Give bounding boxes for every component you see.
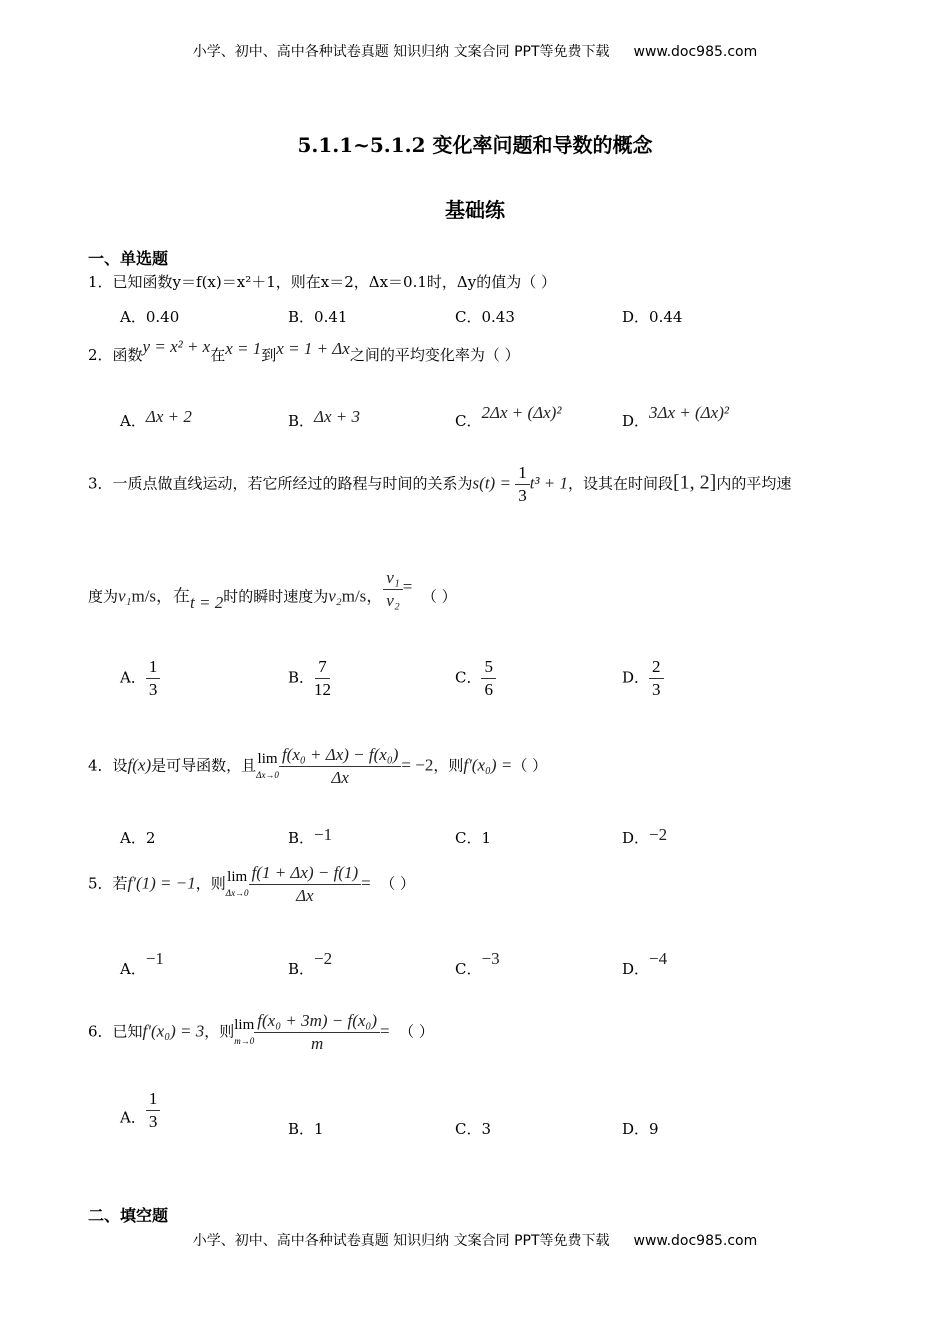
header-url[interactable]: www.doc985.com <box>633 44 758 60</box>
math-expr: f′(1) = −1 <box>127 873 196 893</box>
option-label: D． <box>622 960 650 978</box>
stem-text: 到 <box>261 346 277 364</box>
fraction <box>383 567 402 612</box>
limit <box>234 1017 254 1049</box>
option-b[interactable] <box>288 656 331 701</box>
option-c[interactable] <box>455 656 496 701</box>
question-2-stem <box>88 337 520 365</box>
math-expr: f(x) <box>127 755 152 775</box>
option-c[interactable]: C．0.43 <box>455 308 515 326</box>
stem-text: 2．函数 <box>88 346 143 364</box>
option-label: A． <box>120 1108 146 1127</box>
option-label: D． <box>622 668 650 687</box>
numerator: f(x₀ + Δx) − f(x₀) <box>279 744 401 767</box>
option-a[interactable] <box>120 1089 160 1141</box>
option-math: Δx + 2 <box>145 407 192 426</box>
limit <box>256 751 279 783</box>
limit <box>226 869 249 901</box>
stem-text: ，则 <box>433 756 464 775</box>
option-math: −1 <box>314 825 333 844</box>
option-b[interactable] <box>288 407 361 431</box>
numerator: v₁ <box>383 567 402 590</box>
option-label: D． <box>622 412 650 430</box>
option-label: C． <box>455 960 482 978</box>
lim-sub: m→0 <box>234 1035 255 1046</box>
fraction <box>146 1088 161 1133</box>
question-6-stem <box>88 1010 434 1055</box>
numerator: 7 <box>315 656 330 679</box>
option-label: C． <box>455 412 482 430</box>
footer-text: 小学、初中、高中各种试卷真题 知识归纳 文案合同 PPT等免费下载 <box>192 1233 610 1249</box>
denominator: 3 <box>652 680 661 699</box>
option-b[interactable] <box>288 827 332 848</box>
fraction <box>146 656 161 701</box>
math-expr: x = 1 <box>225 339 262 358</box>
math-expr: f′(x₀) = <box>463 755 513 775</box>
option-a[interactable] <box>120 656 160 701</box>
fraction <box>279 744 401 789</box>
fraction <box>314 656 331 701</box>
math-expr: f′(x₀) = 3 <box>142 1021 205 1041</box>
option-math: −2 <box>649 825 668 844</box>
option-d[interactable] <box>622 949 668 979</box>
option-label: D． <box>622 829 650 847</box>
stem-text: 之间的平均变化率为（ ） <box>349 346 520 364</box>
option-label: B． <box>288 668 315 687</box>
section-heading: 二、填空题 <box>88 1206 169 1225</box>
math-expr: t³ + 1 <box>529 473 568 493</box>
option-a[interactable] <box>120 407 192 431</box>
stem-text: 6．已知 <box>88 1022 143 1041</box>
fraction <box>481 656 496 701</box>
denominator: Δx <box>296 886 314 905</box>
math-expr: = −2 <box>401 755 434 775</box>
fraction <box>249 862 362 907</box>
question-5-stem <box>88 862 415 907</box>
denominator: 3 <box>148 1112 158 1131</box>
stem-text: m/s， <box>341 586 384 606</box>
math-expr: = <box>402 576 413 596</box>
option-d[interactable]: D．0.44 <box>622 308 683 326</box>
denominator: 3 <box>518 486 527 505</box>
option-math: −1 <box>145 949 164 968</box>
option-a[interactable]: A．0.40 <box>120 308 180 326</box>
option-label: A． <box>120 668 146 687</box>
question-1-stem: 1．已知函数y＝f(x)＝x²＋1，则在x＝2，Δx＝0.1时，Δy的值为（ ） <box>88 273 556 291</box>
stem-text: m/s，在 <box>131 586 191 606</box>
page-subtitle: 基础练 <box>445 198 505 222</box>
option-b[interactable]: B．0.41 <box>288 308 348 326</box>
option-d[interactable] <box>622 827 667 848</box>
stem-text: （ ） <box>421 587 457 606</box>
option-b[interactable]: B．1 <box>288 1120 324 1138</box>
option-d[interactable] <box>622 403 729 431</box>
option-c[interactable]: C．1 <box>455 829 492 847</box>
math-expr: y = x² + x <box>142 337 211 356</box>
stem-text: （ ） <box>399 1022 434 1041</box>
stem-text: ，则 <box>204 1022 235 1041</box>
denominator: m <box>311 1034 324 1053</box>
math-expr: v₂ <box>328 586 342 606</box>
stem-text: ，设其在时间段 <box>567 474 673 493</box>
stem-text: 内的平均速 <box>716 474 792 493</box>
option-math: 2Δx + (Δx)² <box>481 403 562 422</box>
option-a[interactable] <box>120 949 164 979</box>
lim-label: lim <box>227 868 248 885</box>
numerator: 1 <box>146 656 161 679</box>
lim-sub: Δx→0 <box>225 887 249 898</box>
lim-label: lim <box>234 1016 255 1033</box>
option-label: B． <box>288 412 315 430</box>
option-math: Δx + 3 <box>314 407 361 426</box>
page-title: 5.1.1~5.1.2 变化率问题和导数的概念 <box>297 133 653 157</box>
question-3-stem <box>88 462 791 507</box>
fraction <box>649 656 664 701</box>
page-header <box>0 41 950 61</box>
numerator: 5 <box>481 656 496 679</box>
math-expr: = <box>380 1021 390 1041</box>
math-expr: v₁ <box>118 586 132 606</box>
numerator: 1 <box>515 462 530 485</box>
numerator: f(x₀ + 3m) − f(x₀) <box>254 1010 380 1033</box>
stem-text: 5．若 <box>88 874 128 893</box>
stem-text: 在 <box>210 346 226 364</box>
numerator: 1 <box>146 1088 161 1111</box>
question-3-line2 <box>88 568 457 620</box>
fraction <box>254 1010 380 1055</box>
stem-text: 度为 <box>88 587 119 606</box>
stem-text: 4．设 <box>88 756 128 775</box>
stem-text: 3．一质点做直线运动，若它所经过的路程与时间的关系为 <box>88 474 473 493</box>
numerator: 2 <box>649 656 664 679</box>
option-c[interactable]: C．3 <box>455 1120 492 1138</box>
option-d[interactable]: D．9 <box>622 1120 659 1138</box>
option-math: −4 <box>649 949 668 968</box>
option-c[interactable] <box>455 949 500 979</box>
option-math: −3 <box>481 949 500 968</box>
option-label: B． <box>288 829 315 847</box>
section-heading: 一、单选题 <box>88 249 169 268</box>
stem-text: （ ） <box>512 756 548 775</box>
option-label: B． <box>288 960 315 978</box>
option-a[interactable]: A．2 <box>120 829 156 847</box>
stem-text: 是可导函数，且 <box>151 756 257 775</box>
footer-url[interactable]: www.doc985.com <box>633 1233 758 1249</box>
stem-text: ，则 <box>195 874 226 893</box>
math-expr: [1, 2] <box>673 471 717 494</box>
math-expr: t = 2 <box>190 592 224 612</box>
fraction <box>515 462 530 507</box>
option-d[interactable] <box>622 656 664 701</box>
denominator: 6 <box>484 680 493 699</box>
denominator: 12 <box>314 680 332 699</box>
denominator: Δx <box>331 768 349 787</box>
question-4-stem <box>88 744 547 789</box>
page-footer <box>0 1230 950 1250</box>
option-c[interactable] <box>455 403 562 431</box>
numerator: f(1 + Δx) − f(1) <box>249 862 362 885</box>
option-math: 3Δx + (Δx)² <box>649 403 729 422</box>
header-text: 小学、初中、高中各种试卷真题 知识归纳 文案合同 PPT等免费下载 <box>192 44 610 60</box>
math-expr: x = 1 + Δx <box>276 339 350 358</box>
denominator: 3 <box>148 680 158 699</box>
math-expr: s(t) = <box>472 473 516 493</box>
stem-text: 时的瞬时速度为 <box>223 587 329 606</box>
lim-label: lim <box>257 750 278 767</box>
math-expr: = <box>361 873 371 893</box>
lim-sub: Δx→0 <box>256 769 279 780</box>
option-label: A． <box>120 960 146 978</box>
denominator: v₂ <box>386 591 400 610</box>
option-math: −2 <box>314 949 333 968</box>
stem-text: （ ） <box>380 874 416 893</box>
option-label: A． <box>120 412 146 430</box>
option-b[interactable] <box>288 949 333 979</box>
option-label: C． <box>455 668 482 687</box>
